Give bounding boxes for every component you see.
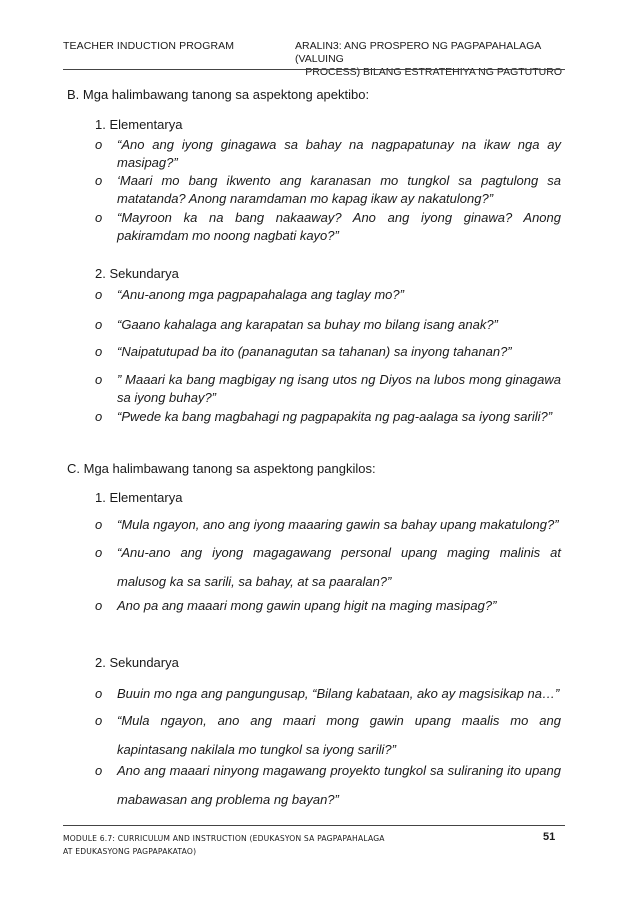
header-program-title: TEACHER INDUCTION PROGRAM <box>63 40 235 52</box>
list-item <box>95 286 561 304</box>
section-b-title: B. Mga halimbawang tanong sa aspektong apektibo: <box>67 87 370 102</box>
list-item-text: Buuin mo nga ang pangungusap, “Bilang kabataan, ako ay magsisikap na…” <box>117 686 560 701</box>
bullet-icon: o <box>95 372 103 387</box>
bullet-icon: o <box>95 713 103 728</box>
list-item <box>95 136 561 172</box>
header-lesson-title-line1: ARALIN3: ANG PROSPERO NG PAGPAPAHALAGA (VALUING <box>295 40 541 65</box>
footer-module-title <box>63 832 424 858</box>
footer-divider <box>63 825 565 826</box>
list-item-text: “Gaano kahalaga ang karapatan sa buhay mo bilang isang anak?” <box>117 317 498 332</box>
bullet-icon: o <box>95 287 103 302</box>
bullet-icon: o <box>95 210 103 225</box>
list-item <box>95 408 561 426</box>
bullet-icon: o <box>95 598 103 613</box>
section-c-title: C. Mga halimbawang tanong sa aspektong pangkilos: <box>67 461 376 476</box>
header-divider <box>63 69 565 70</box>
bullet-icon: o <box>95 344 103 359</box>
list-item-text: “Anu-ano ang iyong magagawang personal upang maging malinis at malusog ka sa sarili, sa bahay, at sa paaralan?” <box>117 545 561 589</box>
list-item-text: Ano pa ang maaari mong gawin upang higit na maging masipag?” <box>117 598 497 613</box>
list-item <box>95 209 561 245</box>
list-item <box>95 316 561 334</box>
list-item-text: “Naipatutupad ba ito (pananagutan sa tahanan) sa inyong tahanan?” <box>117 344 512 359</box>
section-b-sekundarya-label: 2. Sekundarya <box>95 266 179 281</box>
page-number: 51 <box>543 831 556 843</box>
header-lesson-title <box>290 40 562 79</box>
header-lesson-title-line2: PROCESS) BILANG ESTRATEHIYA NG PAGTUTURO <box>305 66 562 78</box>
footer-module-title-line1: MODULE 6.7: CURRICULUM AND INSTRUCTION (EDUKASYON SA PAGPAPAHALAGA <box>63 834 385 843</box>
list-item-text: ” Maaari ka bang magbigay ng isang utos ng Diyos na lubos mong ginagawa sa iyong buhay?” <box>117 372 561 405</box>
list-item-text: Ano ang maaari ninyong magawang proyekto tungkol sa suliraning ito upang mabawasan ang problema ng bayan?” <box>117 763 561 807</box>
bullet-icon: o <box>95 763 103 778</box>
bullet-icon: o <box>95 545 103 560</box>
list-item <box>95 343 561 361</box>
bullet-icon: o <box>95 686 103 701</box>
list-item <box>95 172 561 208</box>
list-item-text: “Mula ngayon, ano ang maari mong gawin upang maalis mo ang kapintasang nakilala mo tungkol sa iyong sarili?” <box>117 713 561 757</box>
bullet-icon: o <box>95 409 103 424</box>
list-item <box>95 538 561 596</box>
list-item-text: ‘Maari mo bang ikwento ang karanasan mo tungkol sa pagtulong sa matatanda? Anong naramdaman mo kapag ikaw ay nakatulong?” <box>117 173 561 206</box>
list-item-text: “Ano ang iyong ginagawa sa bahay na nagpapatunay na ikaw nga ay masipag?” <box>117 137 561 170</box>
list-item <box>95 371 561 407</box>
list-item-text: “Pwede ka bang magbahagi ng pagpapakita ng pag-aalaga sa iyong sarili?” <box>117 409 553 424</box>
bullet-icon: o <box>95 137 103 152</box>
list-item <box>95 756 561 814</box>
section-b-elementarya-label: 1. Elementarya <box>95 117 183 132</box>
list-item <box>95 516 561 534</box>
bullet-icon: o <box>95 317 103 332</box>
list-item <box>95 597 561 615</box>
list-item-text: “Anu-anong mga pagpapahalaga ang taglay mo?” <box>117 287 404 302</box>
list-item-text: “Mayroon ka na bang nakaaway? Ano ang iyong ginawa? Anong pakiramdam mo noong nagbati kayo?” <box>117 210 561 243</box>
list-item <box>95 685 561 703</box>
section-c-sekundarya-label: 2. Sekundarya <box>95 655 179 670</box>
bullet-icon: o <box>95 517 103 532</box>
bullet-icon: o <box>95 173 103 188</box>
section-c-elementarya-label: 1. Elementarya <box>95 490 183 505</box>
list-item-text: “Mula ngayon, ano ang iyong maaaring gawin sa bahay upang makatulong?” <box>117 517 559 532</box>
footer-module-title-line2: AT EDUKASYONG PAGPAPAKATAO) <box>63 847 197 856</box>
